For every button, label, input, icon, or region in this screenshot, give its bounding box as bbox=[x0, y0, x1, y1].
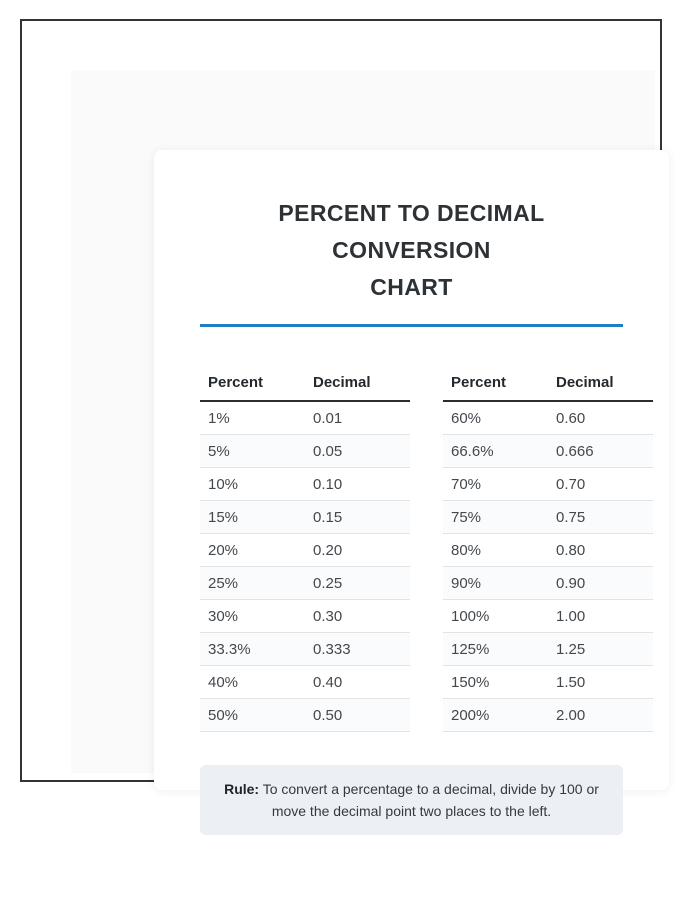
decimal-cell: 1.50 bbox=[548, 666, 653, 699]
percent-cell: 150% bbox=[443, 666, 548, 699]
decimal-cell: 0.90 bbox=[548, 567, 653, 600]
page-title bbox=[200, 195, 623, 306]
page-title-line2: CHART bbox=[370, 274, 453, 300]
decimal-cell: 0.80 bbox=[548, 534, 653, 567]
table-row bbox=[443, 501, 653, 534]
decimal-cell: 0.20 bbox=[305, 534, 410, 567]
percent-cell: 40% bbox=[200, 666, 305, 699]
decimal-cell: 0.60 bbox=[548, 401, 653, 435]
column-header-decimal: Decimal bbox=[548, 374, 653, 401]
table-row bbox=[200, 501, 410, 534]
decimal-cell: 0.05 bbox=[305, 435, 410, 468]
rule-note bbox=[200, 765, 623, 835]
table-row bbox=[200, 534, 410, 567]
table-row bbox=[443, 567, 653, 600]
page-title-line1: PERCENT TO DECIMAL CONVERSION bbox=[278, 200, 545, 263]
percent-cell: 10% bbox=[200, 468, 305, 501]
table-row bbox=[443, 435, 653, 468]
table-row bbox=[200, 600, 410, 633]
table-row bbox=[200, 699, 410, 732]
table-row bbox=[443, 699, 653, 732]
percent-cell: 70% bbox=[443, 468, 548, 501]
percent-cell: 80% bbox=[443, 534, 548, 567]
percent-cell: 60% bbox=[443, 401, 548, 435]
decimal-cell: 0.333 bbox=[305, 633, 410, 666]
decimal-cell: 0.01 bbox=[305, 401, 410, 435]
decimal-cell: 1.25 bbox=[548, 633, 653, 666]
table-row bbox=[200, 567, 410, 600]
rule-label: Rule: bbox=[224, 781, 260, 797]
percent-cell: 1% bbox=[200, 401, 305, 435]
decimal-cell: 0.15 bbox=[305, 501, 410, 534]
table-header-row bbox=[443, 374, 653, 401]
decimal-cell: 0.25 bbox=[305, 567, 410, 600]
table-row bbox=[200, 666, 410, 699]
table-row bbox=[443, 534, 653, 567]
column-header-percent: Percent bbox=[200, 374, 305, 401]
percent-cell: 50% bbox=[200, 699, 305, 732]
decimal-cell: 1.00 bbox=[548, 600, 653, 633]
table-row bbox=[200, 633, 410, 666]
percent-cell: 20% bbox=[200, 534, 305, 567]
page-background bbox=[71, 70, 655, 819]
percent-cell: 5% bbox=[200, 435, 305, 468]
percent-cell: 15% bbox=[200, 501, 305, 534]
conversion-chart-card bbox=[154, 150, 669, 819]
table-row bbox=[200, 401, 410, 435]
decimal-cell: 0.10 bbox=[305, 468, 410, 501]
decimal-cell: 0.75 bbox=[548, 501, 653, 534]
table-row bbox=[443, 600, 653, 633]
decimal-cell: 2.00 bbox=[548, 699, 653, 732]
column-header-percent: Percent bbox=[443, 374, 548, 401]
decimal-cell: 0.50 bbox=[305, 699, 410, 732]
table-row bbox=[443, 468, 653, 501]
percent-cell: 75% bbox=[443, 501, 548, 534]
decimal-cell: 0.40 bbox=[305, 666, 410, 699]
conversion-table-left bbox=[200, 374, 410, 732]
table-row bbox=[443, 401, 653, 435]
decimal-cell: 0.70 bbox=[548, 468, 653, 501]
percent-cell: 90% bbox=[443, 567, 548, 600]
table-row bbox=[200, 435, 410, 468]
table-header-row bbox=[200, 374, 410, 401]
rule-text: To convert a percentage to a decimal, divide by 100 or move the decimal point two places to the left. bbox=[262, 781, 599, 819]
percent-cell: 25% bbox=[200, 567, 305, 600]
conversion-table-right bbox=[443, 374, 653, 732]
percent-cell: 66.6% bbox=[443, 435, 548, 468]
conversion-tables bbox=[200, 374, 623, 732]
page-frame bbox=[20, 19, 662, 819]
percent-cell: 125% bbox=[443, 633, 548, 666]
table-row bbox=[443, 666, 653, 699]
column-header-decimal: Decimal bbox=[305, 374, 410, 401]
decimal-cell: 0.30 bbox=[305, 600, 410, 633]
percent-cell: 200% bbox=[443, 699, 548, 732]
table-row bbox=[443, 633, 653, 666]
percent-cell: 100% bbox=[443, 600, 548, 633]
title-divider bbox=[200, 324, 623, 327]
decimal-cell: 0.666 bbox=[548, 435, 653, 468]
percent-cell: 30% bbox=[200, 600, 305, 633]
table-row bbox=[200, 468, 410, 501]
percent-cell: 33.3% bbox=[200, 633, 305, 666]
